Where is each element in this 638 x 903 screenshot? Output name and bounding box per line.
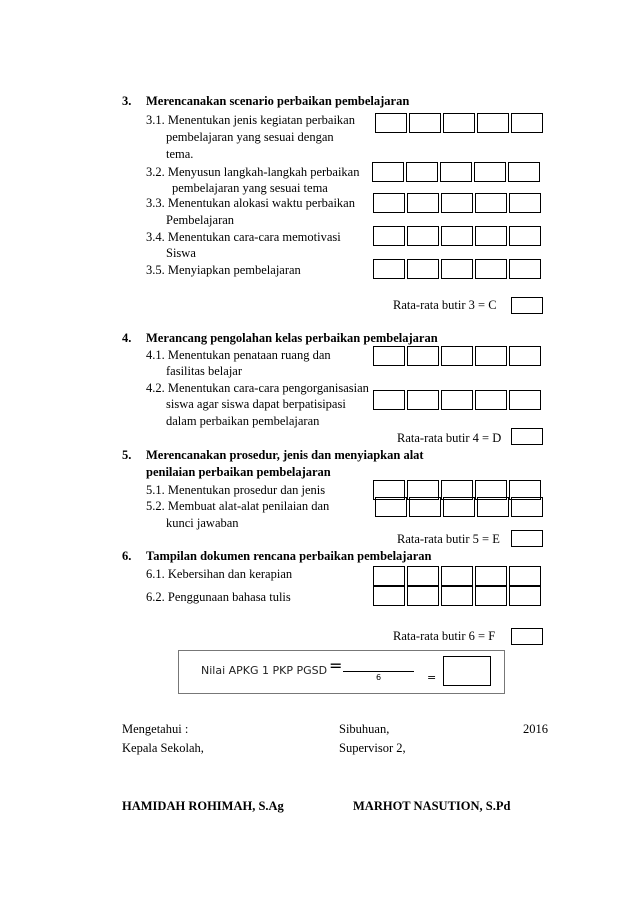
item-5-1: 5.1. Menentukan prosedur dan jenis [146,483,326,497]
score-box[interactable] [409,113,441,133]
score-box[interactable] [406,162,438,182]
score-box[interactable] [373,586,405,606]
average-box-6[interactable] [511,628,543,645]
average-label-3: Rata-rata butir 3 = C [393,298,497,312]
score-box[interactable] [441,259,473,279]
score-box[interactable] [407,346,439,366]
score-box[interactable] [407,390,439,410]
score-box[interactable] [373,226,405,246]
final-score-box[interactable] [443,656,491,686]
score-box[interactable] [407,259,439,279]
item-5-2-line1: 5.2. Membuat alat-alat penilaian dan [146,499,330,513]
section-4-title: Merancang pengolahan kelas perbaikan pembelajaran [146,331,438,345]
formula-denominator: 6 [376,673,382,682]
section-5-title-line1: Merencanakan prosedur, jenis dan menyiapkan alat [146,448,424,462]
formula-label: Nilai APKG 1 PKP PGSD [201,664,328,677]
item-3-3-line2: Pembelajaran [166,213,235,227]
item-3-1-line1: 3.1. Menentukan jenis kegiatan perbaikan [146,113,355,127]
score-box[interactable] [407,566,439,586]
score-box[interactable] [475,193,507,213]
acknowledged-label: Mengetahui : [122,722,189,736]
score-box[interactable] [409,497,441,517]
score-box[interactable] [373,566,405,586]
score-box[interactable] [441,226,473,246]
score-box[interactable] [441,193,473,213]
score-box[interactable] [509,193,541,213]
score-box[interactable] [475,259,507,279]
final-score-formula [178,650,505,694]
score-box[interactable] [509,346,541,366]
score-boxes-6-1 [373,566,541,586]
score-boxes-3-1 [375,113,543,133]
headmaster-role: Kepala Sekolah, [122,741,204,755]
score-box[interactable] [509,390,541,410]
score-box[interactable] [475,566,507,586]
score-box[interactable] [474,162,506,182]
average-label-4: Rata-rata butir 4 = D [397,431,502,445]
score-box[interactable] [407,586,439,606]
item-3-1-line3: tema. [166,147,194,161]
item-3-4-line2: Siswa [166,246,196,260]
score-box[interactable] [441,346,473,366]
score-box[interactable] [407,193,439,213]
score-box[interactable] [475,390,507,410]
score-boxes-5-2 [375,497,543,517]
score-box[interactable] [373,346,405,366]
score-box[interactable] [443,113,475,133]
fraction-line [343,671,414,672]
item-3-2-line2: pembelajaran yang sesuai tema [172,181,328,195]
section-5-title-line2: penilaian perbaikan pembelajaran [146,465,331,479]
section-5-number: 5. [122,448,132,462]
score-box[interactable] [373,259,405,279]
item-6-1: 6.1. Kebersihan dan kerapian [146,567,293,581]
supervisor-name: MARHOT NASUTION, S.Pd [353,799,511,813]
score-boxes-3-4 [373,226,541,246]
item-4-2-line3: dalam perbaikan pembelajaran [166,414,320,428]
section-6-title: Tampilan dokumen rencana perbaikan pembelajaran [146,549,432,563]
formula-result-equals-sign: = [427,671,437,684]
item-6-2: 6.2. Penggunaan bahasa tulis [146,590,291,604]
score-boxes-6-2 [373,586,541,606]
item-3-4-line1: 3.4. Menentukan cara-cara memotivasi [146,230,341,244]
score-box[interactable] [477,497,509,517]
score-boxes-4-2 [373,390,541,410]
score-box[interactable] [475,346,507,366]
score-boxes-3-5 [373,259,541,279]
score-box[interactable] [475,226,507,246]
item-4-1-line1: 4.1. Menentukan penataan ruang dan [146,348,331,362]
item-3-2-line1: 3.2. Menyusun langkah-langkah perbaikan [146,165,360,179]
score-box[interactable] [508,162,540,182]
score-box[interactable] [477,113,509,133]
average-box-4[interactable] [511,428,543,445]
place-label: Sibuhuan, [339,722,390,736]
average-label-5: Rata-rata butir 5 = E [397,532,500,546]
item-3-1-line2: pembelajaran yang sesuai dengan [166,130,334,144]
section-6-number: 6. [122,549,132,563]
item-3-3-line1: 3.3. Menentukan alokasi waktu perbaikan [146,196,355,210]
score-box[interactable] [372,162,404,182]
item-4-1-line2: fasilitas belajar [166,364,243,378]
score-box[interactable] [475,586,507,606]
score-box[interactable] [440,162,472,182]
score-box[interactable] [511,113,543,133]
score-box[interactable] [373,390,405,410]
average-label-6: Rata-rata butir 6 = F [393,629,496,643]
section-4-number: 4. [122,331,132,345]
average-box-3[interactable] [511,297,543,314]
score-box[interactable] [509,566,541,586]
score-boxes-3-3 [373,193,541,213]
item-5-2-line2: kunci jawaban [166,516,239,530]
score-box[interactable] [441,586,473,606]
item-4-2-line2: siswa agar siswa dapat berpatisipasi [166,397,346,411]
score-box[interactable] [443,497,475,517]
section-3-title: Merencanakan scenario perbaikan pembelajaran [146,94,410,108]
item-4-2-line1: 4.2. Menentukan cara-cara pengorganisasian [146,381,369,395]
headmaster-name: HAMIDAH ROHIMAH, S.Ag [122,799,284,813]
score-box[interactable] [511,497,543,517]
score-box[interactable] [509,586,541,606]
score-box[interactable] [509,259,541,279]
score-box[interactable] [373,193,405,213]
formula-equals-sign: = [329,656,343,675]
score-box[interactable] [441,390,473,410]
supervisor-role: Supervisor 2, [339,741,406,755]
score-boxes-3-2 [372,162,540,182]
average-box-5[interactable] [511,530,543,547]
score-box[interactable] [509,226,541,246]
score-box[interactable] [407,226,439,246]
score-box[interactable] [441,566,473,586]
score-boxes-4-1 [373,346,541,366]
score-box[interactable] [375,113,407,133]
section-3-number: 3. [122,94,132,108]
item-3-5: 3.5. Menyiapkan pembelajaran [146,263,301,277]
year-label: 2016 [523,722,548,736]
score-box[interactable] [375,497,407,517]
